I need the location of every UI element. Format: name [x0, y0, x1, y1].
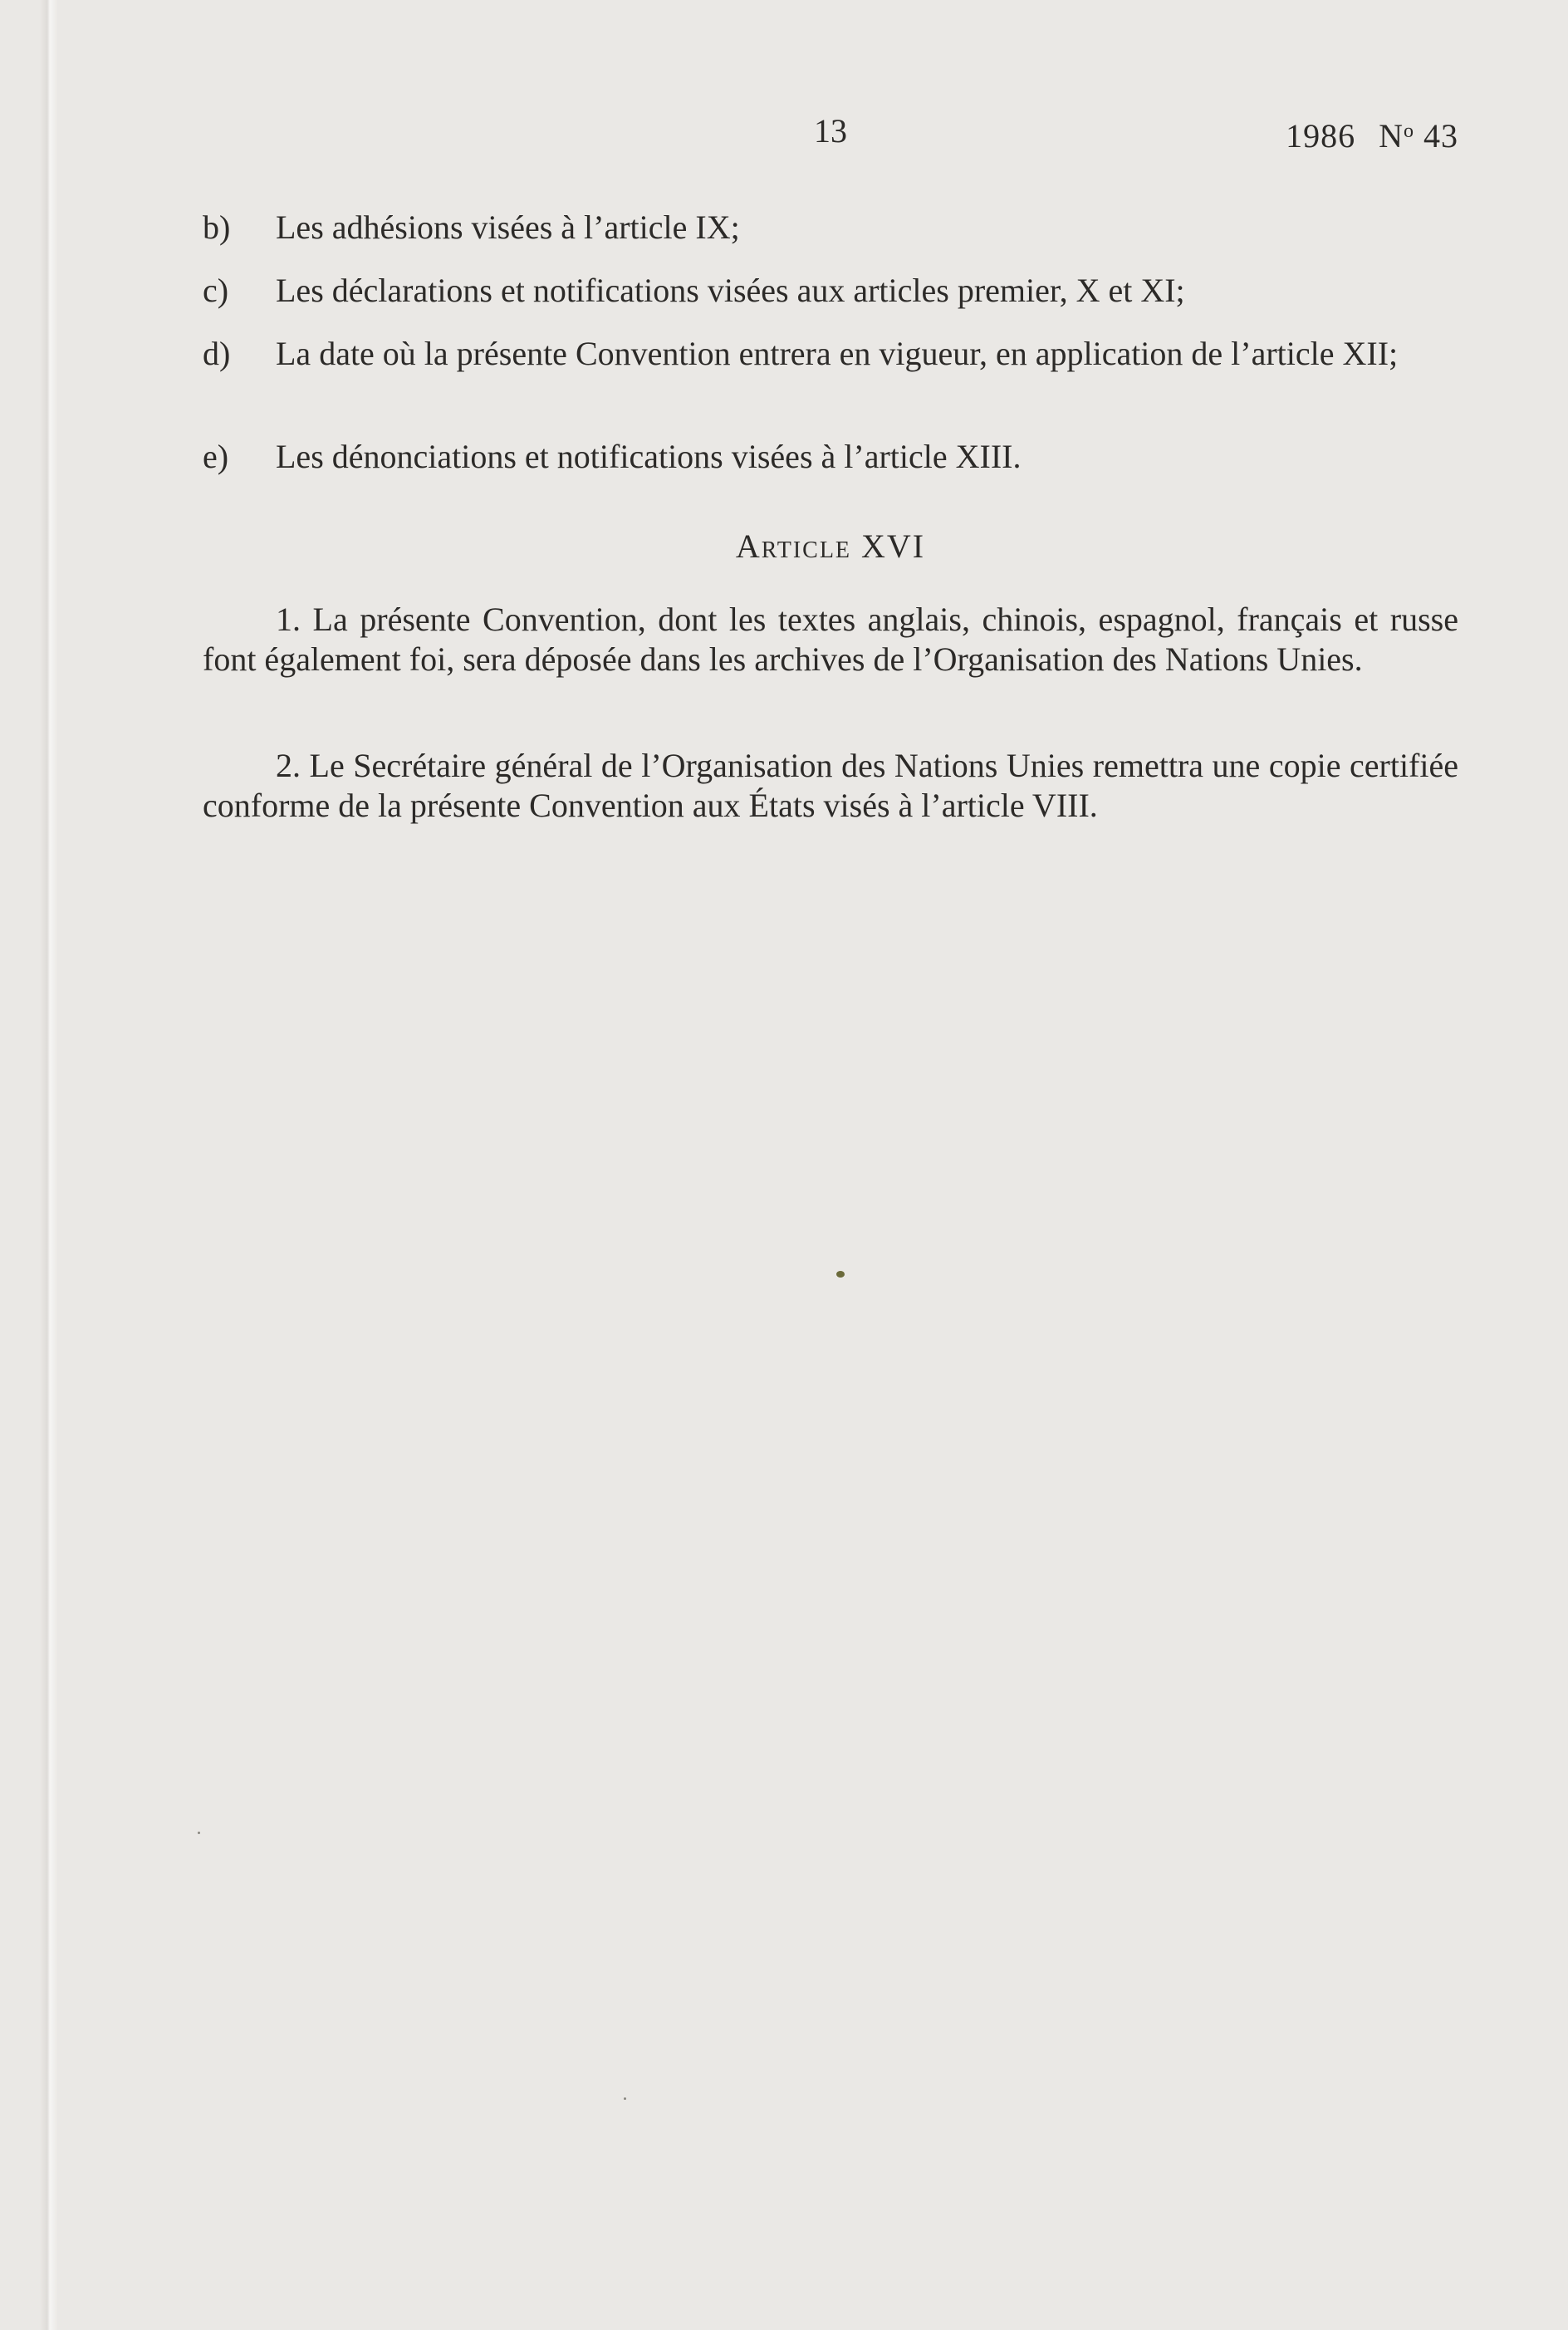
list-marker: e) [203, 438, 229, 475]
list-item-text: La date où la présente Convention entrera en vigueur, en application de l’article XII; [276, 335, 1399, 372]
document-year: 1986 [1286, 117, 1356, 155]
issue-number: 43 [1423, 117, 1458, 155]
list-item-b [203, 208, 1458, 248]
list-item-text: Les dénonciations et notifications visées à l’article XIII. [276, 438, 1022, 475]
list-item-c [203, 271, 1458, 311]
issue-prefix-superscript: o [1404, 120, 1414, 142]
document-reference [1286, 106, 1458, 161]
page-number: 13 [814, 112, 847, 150]
article-heading: Article XVI [735, 527, 926, 565]
list-item-e [203, 437, 1458, 477]
ink-speck [836, 1271, 845, 1278]
article-paragraph-1: 1. La présente Convention, dont les textes anglais, chinois, espagnol, français et russe font également foi, sera déposée dans les archives de l’Organisation des Nations Unies. [203, 601, 1458, 678]
dust-speck [198, 1832, 200, 1834]
list-marker: b) [203, 208, 231, 246]
list-marker: c) [203, 272, 229, 309]
list-marker: d) [203, 335, 231, 372]
page-header [203, 106, 1458, 156]
dust-speck [624, 2097, 626, 2100]
list-item-text: Les adhésions visées à l’article IX; [276, 208, 740, 246]
list-item-d [203, 334, 1458, 374]
list-item-text: Les déclarations et notifications visées aux articles premier, X et XI; [276, 272, 1185, 309]
binding-edge [40, 0, 58, 2330]
issue-prefix: N [1379, 117, 1404, 155]
article-paragraph-2: 2. Le Secrétaire général de l’Organisation des Nations Unies remettra une copie certifiée conforme de la présente Convention aux États visés à l’article VIII. [203, 747, 1458, 824]
